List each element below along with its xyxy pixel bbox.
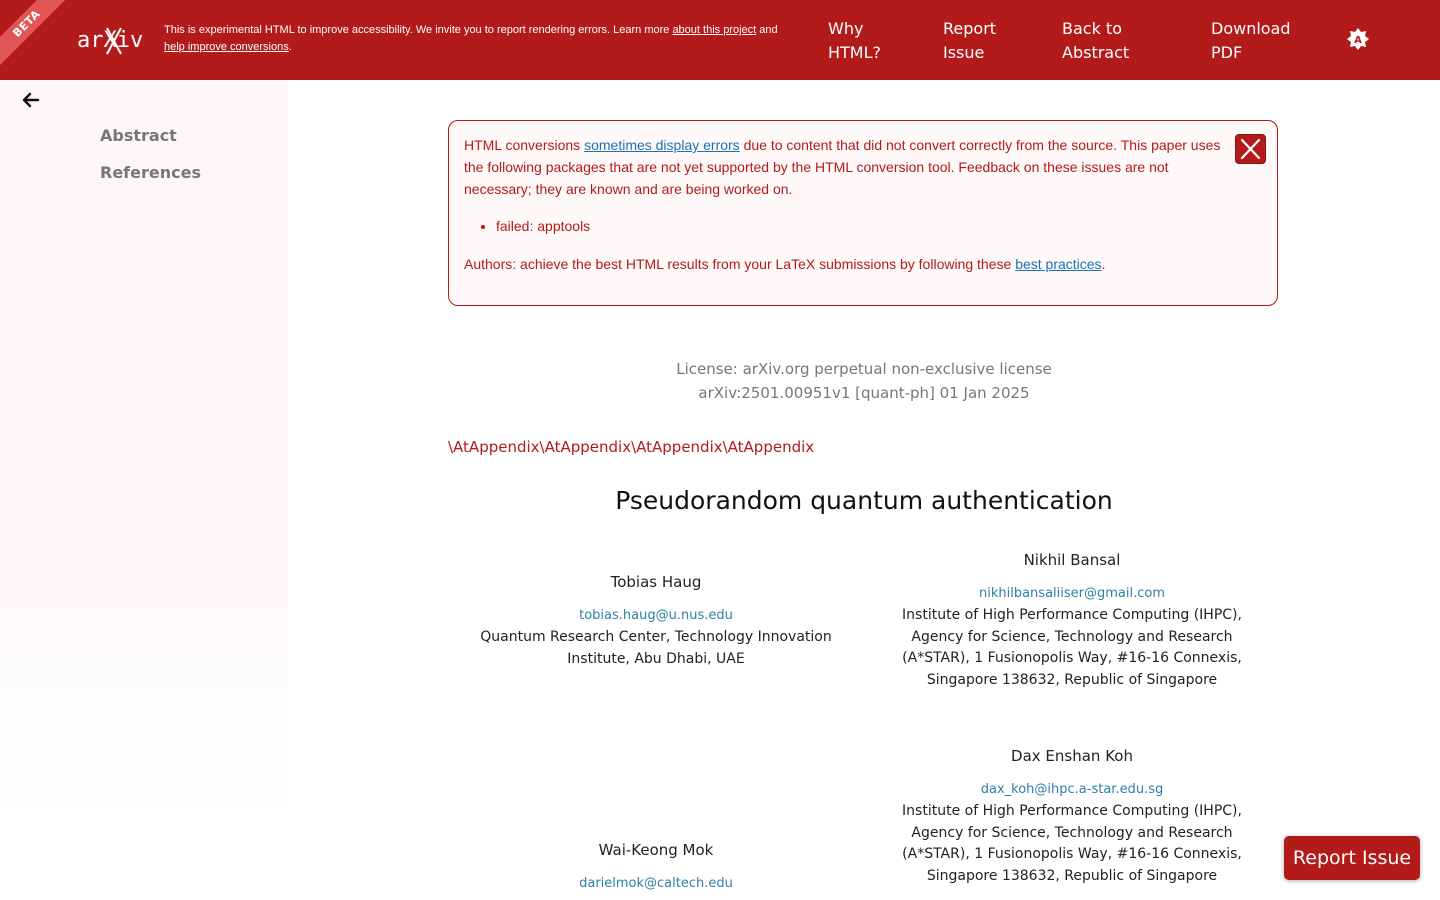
author-block: [876, 551, 1268, 691]
nav-why-html[interactable]: [828, 17, 881, 65]
author-email[interactable]: dax_koh@ihpc.a-star.edu.sg: [980, 782, 1164, 797]
arxiv-id-line: arXiv:2501.00951v1 [quant-ph] 01 Jan 2025: [698, 384, 1030, 402]
nav-download-line1: Download: [1211, 19, 1291, 38]
about-project-link[interactable]: about this project: [672, 24, 757, 36]
nav-back-to-abstract[interactable]: [1062, 17, 1129, 65]
nav-back-line2: Abstract: [1062, 43, 1130, 62]
top-banner: [0, 0, 1440, 80]
notice-end: .: [288, 41, 292, 53]
author-block: [460, 573, 852, 670]
nav-download-pdf[interactable]: [1211, 17, 1291, 65]
theme-toggle-icon[interactable]: [1346, 27, 1370, 51]
alert-text-end: due to content that did not convert correctly from the source. This paper uses the following packages that are not yet supported by the HTML conversion tool. Feedback on these issues are not necessary; they are known and are being worked on.: [464, 137, 1221, 197]
author-name: Dax Enshan Koh: [1011, 747, 1133, 765]
svg-text:A: A: [1354, 35, 1362, 46]
nav-download-line2: PDF: [1211, 43, 1243, 62]
author-affiliation: Quantum Research Center, Technology Innovation Institute, Abu Dhabi, UAE: [480, 629, 832, 667]
close-alert-button[interactable]: [1235, 134, 1266, 164]
latex-macro-text: \AtAppendix\AtAppendix\AtAppendix\AtAppendix: [448, 438, 815, 456]
list-item: • failed: apptools: [496, 215, 590, 237]
nav-back-line1: Back to: [1062, 19, 1122, 38]
svg-text:arXiv: arXiv: [77, 28, 144, 53]
author-name: Nikhil Bansal: [1023, 551, 1121, 569]
nav-report-issue-line1: Report: [943, 19, 997, 38]
nav-why-html-line1: Why: [828, 19, 864, 38]
alert-message: [464, 134, 1224, 200]
author-email[interactable]: darielmok@caltech.edu: [579, 876, 733, 891]
author-email[interactable]: tobias.haug@u.nus.edu: [579, 608, 733, 623]
toc-item-references[interactable]: References: [100, 163, 201, 182]
paper-title: Pseudorandom quantum authentication: [615, 486, 1113, 515]
author-email[interactable]: nikhilbansaliiser@gmail.com: [979, 586, 1165, 601]
authors-advice: [464, 253, 1244, 275]
best-practices-link[interactable]: best practices: [1015, 256, 1102, 272]
author-affiliation: Institute of High Performance Computing (IHPC), Agency for Science, Technology and Research (A*STAR), 1 Fusionopolis Way, #16-16 Connexis, Singapore 138632, Republic of Singapore: [902, 803, 1242, 884]
help-improve-link[interactable]: help improve conversions: [164, 41, 289, 53]
experimental-notice: [164, 22, 814, 56]
table-of-contents: [0, 80, 288, 820]
toc-item-abstract[interactable]: Abstract: [100, 126, 177, 145]
nav-report-issue[interactable]: [943, 17, 996, 65]
nav-why-html-line2: HTML?: [828, 43, 882, 62]
beta-ribbon: BETA: [0, 0, 73, 70]
conversion-warning-alert: [448, 120, 1278, 306]
nav-report-issue-line2: Issue: [943, 43, 985, 62]
author-affiliation: Institute of High Performance Computing (IHPC), Agency for Science, Technology and Research (A*STAR), 1 Fusionopolis Way, #16-16 Connexis, Singapore 138632, Republic of Singapore: [902, 607, 1242, 688]
advice-text-end: .: [1101, 256, 1106, 272]
report-issue-button[interactable]: Report Issue: [1284, 836, 1420, 880]
author-block: [460, 841, 852, 895]
author-block: [876, 747, 1268, 887]
arrow-left-icon[interactable]: [20, 90, 42, 110]
close-icon: [1236, 135, 1265, 163]
notice-text: This is experimental HTML to improve accessibility. We invite you to report rendering errors. Learn more: [164, 24, 673, 36]
alert-text-start: HTML conversions: [464, 137, 585, 153]
advice-text-start: Authors: achieve the best HTML results from your LaTeX submissions by following these: [464, 256, 1016, 272]
unsupported-packages-list: [481, 215, 590, 237]
license-line: License: arXiv.org perpetual non-exclusive license: [676, 360, 1052, 378]
notice-and: and: [756, 24, 778, 36]
author-name: Wai-Keong Mok: [598, 841, 714, 859]
author-name: Tobias Haug: [610, 573, 702, 591]
arxiv-logo[interactable]: [77, 22, 153, 58]
display-errors-link[interactable]: sometimes display errors: [584, 137, 740, 153]
